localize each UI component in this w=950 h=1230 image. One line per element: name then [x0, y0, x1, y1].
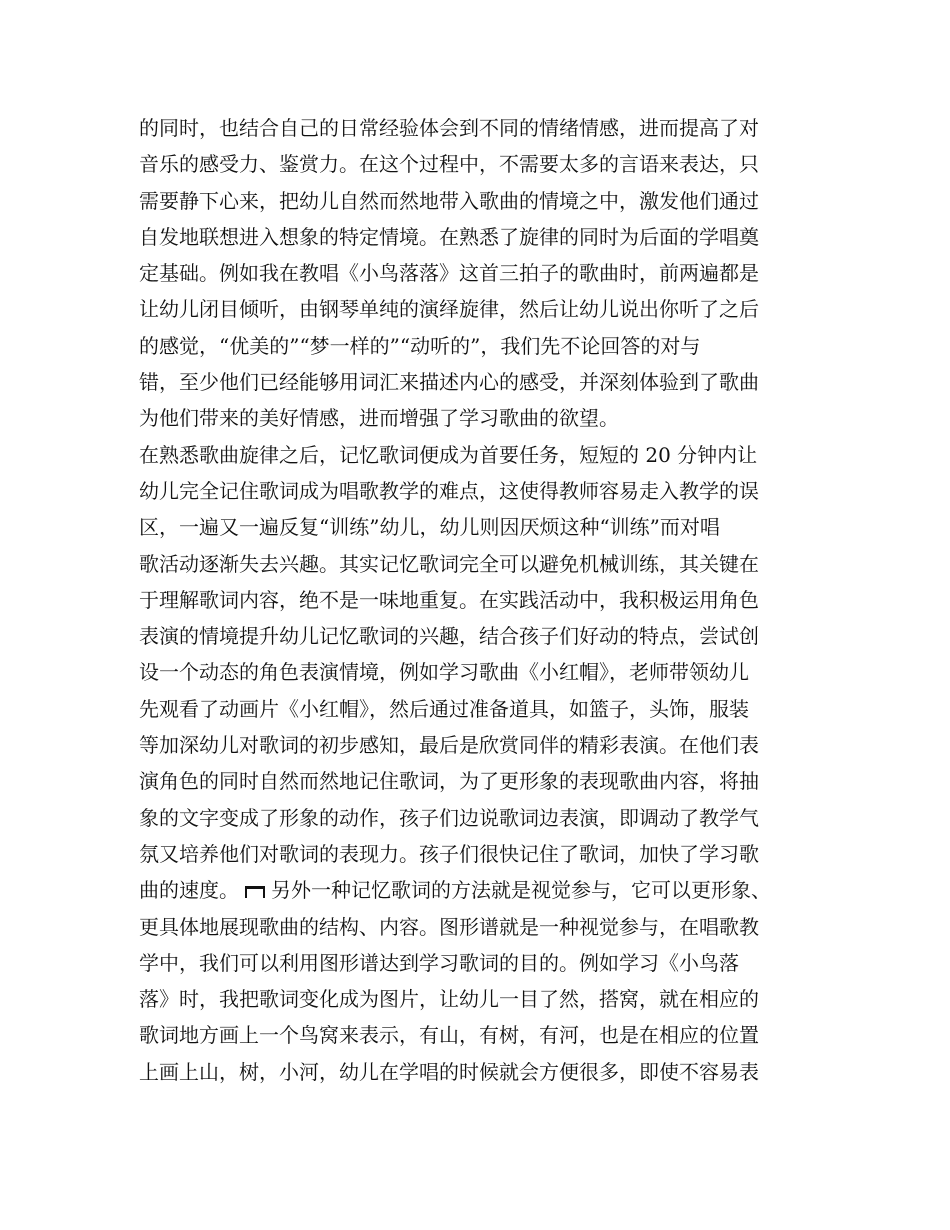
- text-line: 氛又培养他们对歌词的表现力。孩子们很快记住了歌词，加快了学习歌: [139, 841, 759, 866]
- text-line: 错，至少他们已经能够用词汇来描述内心的感受，并深刻体验到了歌曲: [139, 370, 759, 395]
- text-line: 学中，我们可以利用图形谱达到学习歌词的目的。例如学习《小鸟落: [139, 950, 739, 975]
- text-line-with-mark: [139, 872, 819, 908]
- text-line: 上画上山，树，小河，幼儿在学唱的时候就会方便很多，即使不容易表: [139, 1059, 759, 1084]
- bracket-mark-icon: [244, 884, 266, 898]
- text-line: 象的文字变成了形象的动作，孩子们边说歌词边表演，即调动了教学气: [139, 805, 759, 830]
- text-line: 落》时，我把歌词变化成为图片，让幼儿一目了然，搭窝，就在相应的: [139, 987, 759, 1012]
- text-line: 先观看了动画片《小红帽》，然后通过准备道具，如篮子，头饰，服装: [139, 696, 749, 721]
- text-line: 等加深幼儿对歌词的初步感知，最后是欣赏同伴的精彩表演。在他们表: [139, 733, 759, 758]
- text-segment: 另外一种记忆歌词的方法就是视觉参与，它可以更形象、: [271, 878, 771, 903]
- text-line: 幼儿完全记住歌词成为唱歌教学的难点，这使得教师容易走入教学的误: [139, 478, 759, 503]
- text-line: 更具体地展现歌曲的结构、内容。图形谱就是一种视觉参与，在唱歌教: [139, 914, 759, 939]
- text-line: 音乐的感受力、鉴赏力。在这个过程中，不需要太多的言语来表达，只: [139, 152, 759, 177]
- text-segment: 曲的速度。: [139, 878, 239, 903]
- text-line: 需要静下心来，把幼儿自然而然地带入歌曲的情境之中，激发他们通过: [139, 188, 759, 213]
- text-line: 为他们带来的美好情感，进而增强了学习歌曲的欲望。: [139, 406, 619, 431]
- text-line: 于理解歌词内容，绝不是一味地重复。在实践活动中，我积极运用角色: [139, 587, 759, 612]
- text-line: 的感觉，“优美的”“梦一样的”“动听的”，我们先不论回答的对与: [139, 333, 701, 358]
- text-line: 歌活动逐渐失去兴趣。其实记忆歌词完全可以避免机械训练，其关键在: [139, 551, 759, 576]
- text-line: 演角色的同时自然而然地记住歌词，为了更形象的表现歌曲内容，将抽: [139, 769, 759, 794]
- text-line: 的同时，也结合自己的日常经验体会到不同的情绪情感，进而提高了对: [139, 116, 759, 140]
- text-line: 让幼儿闭目倾听，由钢琴单纯的演绎旋律，然后让幼儿说出你听了之后: [139, 297, 759, 322]
- text-line: 歌词地方画上一个鸟窝来表示，有山，有树，有河，也是在相应的位置: [139, 1023, 759, 1048]
- text-line: 区，一遍又一遍反复“训练”幼儿，幼儿则因厌烦这种“训练”而对唱: [139, 515, 720, 540]
- text-line: 表演的情境提升幼儿记忆歌词的兴趣，结合孩子们好动的特点，尝试创: [139, 624, 759, 649]
- text-line: 自发地联想进入想象的特定情境。在熟悉了旋律的同时为后面的学唱奠: [139, 224, 759, 249]
- text-line: 在熟悉歌曲旋律之后，记忆歌词便成为首要任务，短短的 20 分钟内让: [139, 442, 758, 467]
- body-text: [139, 110, 819, 1090]
- text-line: 定基础。例如我在教唱《小鸟落落》这首三拍子的歌曲时，前两遍都是: [139, 261, 759, 286]
- text-line: 设一个动态的角色表演情境，例如学习歌曲《小红帽》，老师带领幼儿: [139, 660, 749, 685]
